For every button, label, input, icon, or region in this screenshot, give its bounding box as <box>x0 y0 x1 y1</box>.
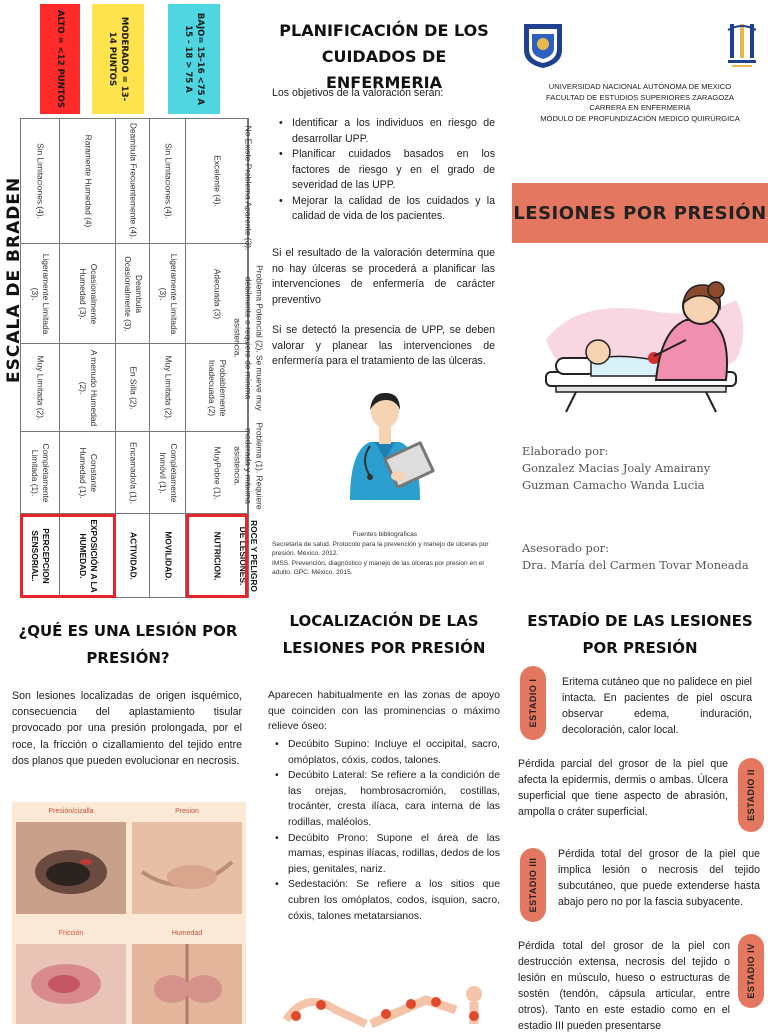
braden-score-cell: Raramente Humedad (4) <box>60 118 116 244</box>
authors-label: Elaborado por: <box>522 444 609 458</box>
photo-pressure <box>132 802 242 916</box>
cover-panel <box>512 0 768 600</box>
references-block <box>272 530 498 578</box>
braden-row-header: EXPOSICIÓN A LA HUMEDAD. <box>60 514 116 598</box>
braden-row-header: ROCE Y PELIGRO DE LESIONES. <box>248 514 249 598</box>
photo-label: Presión/cizalla <box>48 808 94 815</box>
photo-moisture <box>132 924 242 1024</box>
stage-4-text: Pérdida total del grosor de la piel con destrucción extensa, necrosis del tejido o lesión en músculo, hueso o estructuras de sostén (tendón, cápsula articular, entre otros). Tanto en este estadio como en el estadio III pueden presentarse <box>518 940 730 1032</box>
braden-score-cell: Adecuada (3) <box>186 244 248 344</box>
authors-block <box>522 443 762 494</box>
braden-row-header: NUTRICION. <box>186 514 248 598</box>
advisor-label: Asesorado por: <box>522 541 609 555</box>
objective-item: • Identificar a los individuos en riesgo de desarrollar UPP. <box>292 116 495 147</box>
braden-row-header: PERCEPCION SENSORIAL. <box>20 514 60 598</box>
stage-1-text: Eritema cutáneo que no palidece en piel intacta. En pacientes de piel oscura observar edema, induración, decoloración, calor local. <box>562 676 752 736</box>
braden-score-cell: Problema (1). Requiere moderada y máxima asistencia. <box>248 418 249 514</box>
photo-pressure-shear <box>16 802 126 916</box>
skin-photo-image <box>132 822 242 914</box>
braden-score-cell: En Silla (2). <box>116 344 150 432</box>
stages-panel <box>512 600 768 1032</box>
braden-score-cell: Completamente Limitada (1). <box>20 432 60 514</box>
photo-label: Humedad <box>171 930 203 937</box>
stage-4-tag: ESTADIO IV <box>738 934 764 1008</box>
braden-score-cell: Sin Limitaciones (4). <box>20 118 60 244</box>
photo-friction <box>16 924 126 1024</box>
braden-score-cell: Ocasionalmente Humedad (3). <box>60 244 116 344</box>
location-item: • Sedestación: Se refiere a los sitios que cubren los omóplatos, codos, isquion, sacro, cóxis, talones metatarsianos. <box>288 877 500 924</box>
cover-title-band <box>512 183 768 243</box>
institution-line: FACULTAD DE ESTUDIOS SUPERIORES ZARAGOZA <box>546 92 734 102</box>
braden-score-cell: Encamado/a (1). <box>116 432 150 514</box>
author-name: Guzman Camacho Wanda Lucia <box>522 478 705 492</box>
braden-score-cell: MuyPobre (1). <box>186 432 248 514</box>
planning-intro: Los objetivos de la valoración serán: <box>272 87 444 99</box>
braden-score-cell: Sin Limitaciones (4). <box>150 118 186 244</box>
braden-score-cell: Ligeramente Limitada (3). <box>150 244 186 344</box>
location-title: LOCALIZACIÓN DE LAS LESIONES POR PRESIÓN <box>282 612 486 657</box>
braden-score-cell: No Existe Problema Aparente (3). <box>248 118 249 258</box>
location-item: • Decúbito Prono: Supone el área de las mamas, espinas ilíacas, rodillas, dedos de los pies, genitales, nariz. <box>288 831 500 878</box>
braden-title: ESCALA DE BRADEN <box>4 176 24 383</box>
skin-photo-image <box>16 944 126 1024</box>
body-positions-illustration <box>276 980 496 1024</box>
stage-3-tag: ESTADIO III <box>520 848 546 922</box>
lesion-photo-grid <box>12 802 246 1024</box>
cover-title: LESIONES POR PRESIÓN <box>513 202 767 224</box>
objective-item: • Planificar cuidados basados en los factores de riesgo y en el grado de severidad de las UPP. <box>292 147 495 194</box>
braden-score-cell: Probablemente Inadecuada (2) <box>186 344 248 432</box>
braden-score-cell: Completamente Inmóvil (1). <box>150 432 186 514</box>
definition-panel <box>0 600 256 1024</box>
definition-text: Son lesiones localizadas de origen isquémico, consecuencia del aplastamiento tisular provocado por una presión prolongada, por el roce, la fricción o cizallamiento del tejido entre dos planos que pueden evolucionar en necrosis. <box>12 690 242 767</box>
risk-moderate-label: MODERADO = 13-14 PUNTOS <box>92 4 144 114</box>
risk-low-label: BAJO= 15-16 <75 A 15 - 18 > 75 A <box>168 4 220 114</box>
planning-paragraph-treatment: Si se detectó la presencia de UPP, se deben valorar y planear las intervenciones de enfermería para el tratamiento de las úlceras. <box>272 324 495 367</box>
stage-2-tag: ESTADIO II <box>738 758 764 832</box>
photo-label: Fricción <box>58 930 84 937</box>
advisor-name: Dra. María del Carmen Tovar Moneada <box>522 558 749 572</box>
institution-line: CARRERA EN ENFERMERIA <box>589 103 691 113</box>
nurse-patient-illustration <box>536 280 758 420</box>
braden-panel <box>0 0 265 600</box>
planning-title: PLANIFICACIÓN DE LOS CUIDADOS DE ENFERMERIA <box>279 21 489 92</box>
braden-score-cell: Muy Limitada (2). <box>20 344 60 432</box>
reference-item: Secretaria de salud. Protocolo para la prevención y manejo de úlceras por presión. México. 2012. <box>272 540 489 557</box>
institution-line: MÓDULO DE PROFUNDIZACIÓN MEDICO QUIRÚRGICA <box>540 113 740 123</box>
braden-score-cell: A menudo Humedad (2). <box>60 344 116 432</box>
references-title: Fuentes bibliograficas <box>352 531 418 538</box>
braden-score-cell: Muy Limitada (2). <box>150 344 186 432</box>
location-list <box>288 737 500 924</box>
fes-zaragoza-logo <box>722 20 762 70</box>
photo-label: Presion <box>175 808 199 815</box>
braden-score-cell: Excelente (4). <box>186 118 248 244</box>
objectives-list <box>292 116 495 225</box>
braden-score-cell: Constante Humedad (1). <box>60 432 116 514</box>
stage-1-tag: ESTADIO I <box>520 666 546 740</box>
braden-table <box>20 118 265 598</box>
braden-row-header: ACTIVIDAD. <box>116 514 150 598</box>
stage-2-text: Pérdida parcial del grosor de la piel que afecta la epidermis, dermis o ambas. Úlcera superficial que tiene aspecto de abrasión, ampolla o cráter superficial. <box>518 758 728 818</box>
stages-title: ESTADÍO DE LAS LESIONES POR PRESIÓN <box>527 612 753 657</box>
location-item: • Decúbito Lateral: Se refiere a la condición de las orejas, hombrosacromión, costillas, trocánter, cresta ilíaca, cara interna de las rodillas, maléolos. <box>288 768 500 830</box>
nurse-clipboard-illustration <box>330 380 440 500</box>
braden-score-cell: Ligeramente Limitada (3). <box>20 244 60 344</box>
braden-row-header: MOVILIDAD. <box>150 514 186 598</box>
stage-3-text: Pérdida total del grosor de la piel que implica lesión o necrosis del tejido subcutáneo, que puede extenderse hasta abajo pero no por la fascia subyacente. <box>558 848 760 908</box>
location-item: • Decúbito Supino: Incluye el occipital, sacro, omóplatos, cóxis, codos, talones. <box>288 737 500 768</box>
unam-seal-logo <box>520 20 566 70</box>
braden-score-cell: Deambula Frecuentemente (4). <box>116 118 150 244</box>
advisor-block <box>522 540 762 574</box>
skin-photo-image <box>132 944 242 1024</box>
highlight-box <box>20 514 116 598</box>
author-name: Gonzalez Macias Joaly Amairany <box>522 461 711 475</box>
braden-score-cell: Deambula Ocasionalmente (3). <box>116 244 150 344</box>
location-panel <box>256 600 512 1024</box>
reference-item: IMSS. Prevención, diagnóstico y manejo de las úlceras por presion en el adulto. GPC. México. 2015. <box>272 559 484 576</box>
braden-score-cell: Problema Potencial (2). Se mueve muy débilmente o requiere de mínima asistencia. <box>248 258 249 418</box>
objective-item: • Mejorar la calidad de los cuidados y la calidad de vida de los pacientes. <box>292 194 495 225</box>
definition-title: ¿QUÉ ES UNA LESIÓN POR PRESIÓN? <box>18 622 238 667</box>
planning-paragraph-preventive: Si el resultado de la valoración determina que no hay úlceras se procederá a planificar las intervenciones de enfermería de carácter preventivo <box>272 247 495 306</box>
location-intro: Aparecen habitualmente en las zonas de apoyo que coinciden con las prominencias o máximo relieve óseo: <box>268 690 500 733</box>
institution-line: UNIVERSIDAD NACIONAL AUTÓNOMA DE MEXICO <box>548 82 732 91</box>
institution-block <box>516 82 764 124</box>
highlight-box <box>186 514 248 598</box>
wound-photo-image <box>16 822 126 914</box>
planning-panel <box>256 0 512 600</box>
risk-high-label: ALTO = <12 PUNTOS <box>40 4 80 114</box>
